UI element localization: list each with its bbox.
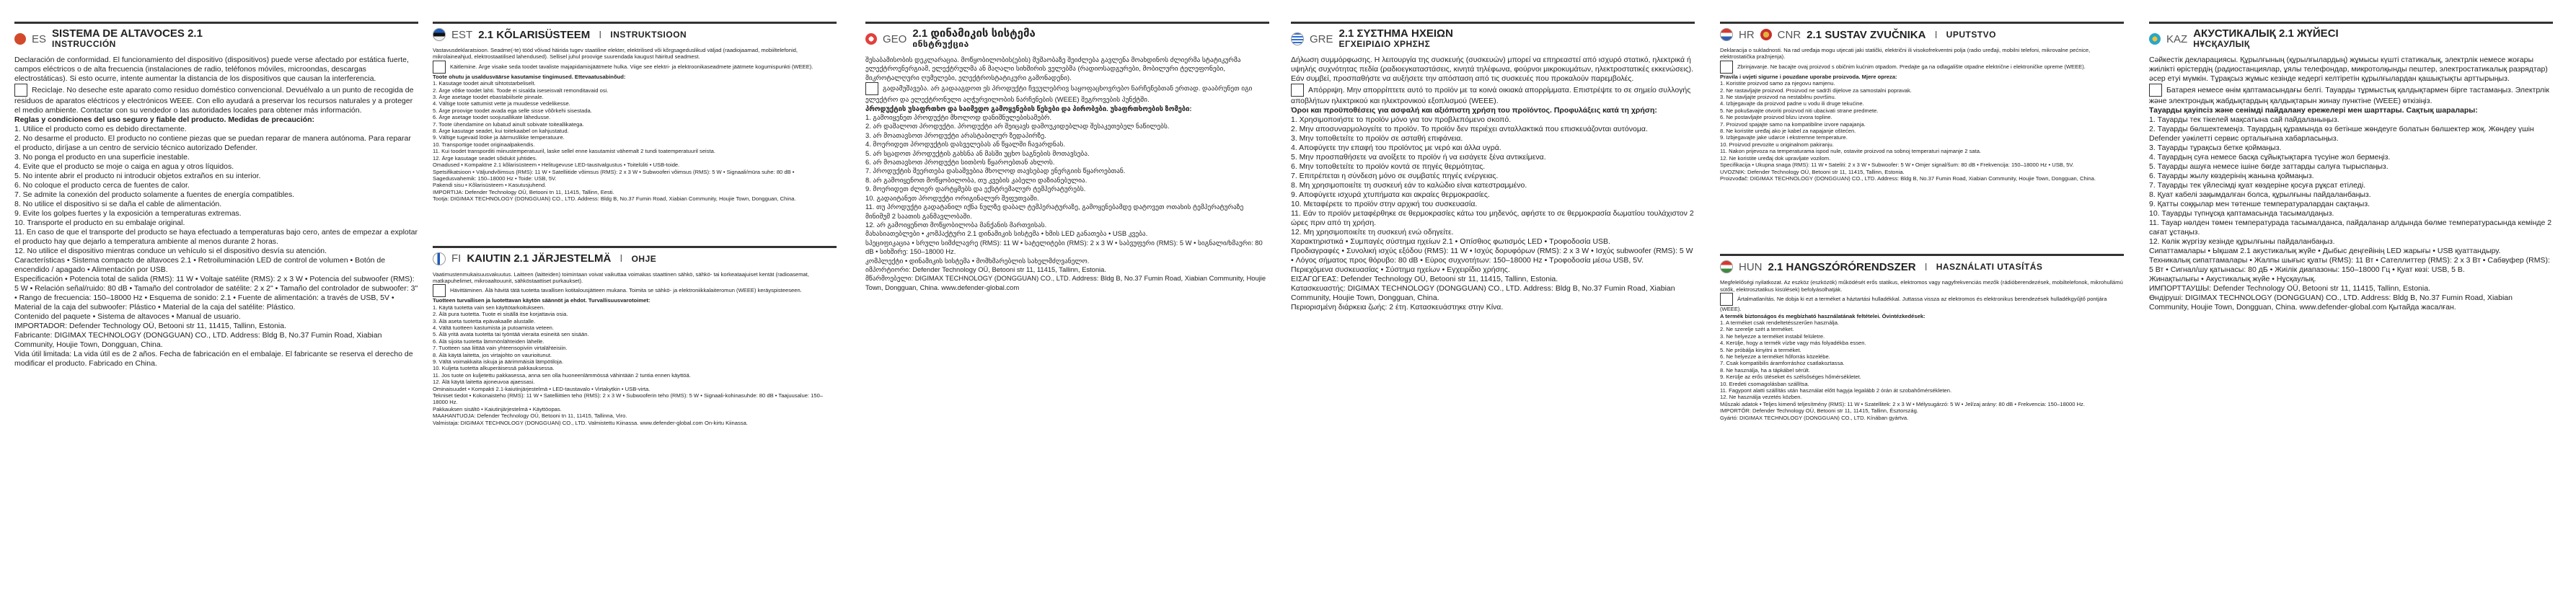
paragraph: IMPORTIJA: Defender Technology OÜ, Betooni tn 11, 11415, Tallinn, Eesti. <box>433 188 614 195</box>
section-header <box>2149 22 2553 50</box>
list-item: 6. Ne postavljajte proizvod blizu izvora topline. <box>1720 114 1832 121</box>
section-body <box>1720 47 2124 182</box>
paragraph: ΕΙΣΑΓΩΓΕΑΣ: Defender Technology OÜ, Betooni str 11, 11415, Tallinn, Estonia. <box>1291 275 1558 283</box>
list-item: 8. Ne használja, ha a tápkábel sérült. <box>1720 366 1810 374</box>
paragraph: Reciclaje. No deseche este aparato como residuo doméstico convencional. Devuélvalo a un punto de recogida de residuos de aparatos eléctricos y electrónicos WEEE. Con ello ayudará a preservar los recursos naturales y a proteger el medio ambiente. Contactar con su vendedor o las autoridades locales para obtener más información. <box>14 84 418 115</box>
paragraph: Περιεχόμενα συσκευασίας • Σύστημα ηχείων • Εγχειρίδιο χρήσης. <box>1291 265 1510 274</box>
section-title: KAIUTIN 2.1 JÄRJESTELMÄ <box>467 252 612 265</box>
weee-bin-icon <box>433 284 446 297</box>
list-item: 1. A terméket csak rendeltetésszerűen használja. <box>1720 319 1840 326</box>
language-code: KAZ <box>2166 32 2188 45</box>
paragraph: Műszaki adatok • Teljes kimenő teljesítmény (RMS): 11 W • Szatellitek: 2 x 3 W • Mélysugárzó: 5 W • Jel/zaj arány: 80 dB • Frekvencia: 150–18000 Hz. <box>1720 400 2085 407</box>
list-item: 11. Εάν το προϊόν μεταφέρθηκε σε θερμοκρασίες κάτω του μηδενός, αφήστε το σε θερμοκρασία δωματίου τουλάχιστον 2 ώρες πριν από τη χρήση. <box>1291 209 1694 227</box>
paragraph: ИМПОРТТАУШЫ: Defender Technology OÜ, Betooni str 11, 11415, Tallinn, Estonia. <box>2149 284 2430 293</box>
list-item: 5. Ne pokušavajte otvoriti proizvod niti ubacivati strane predmete. <box>1720 107 1879 114</box>
weee-bin-icon <box>2149 84 2162 97</box>
section-title: 2.1 დინამიკის სისტემა <box>912 27 1036 40</box>
section-body <box>1291 56 1695 312</box>
list-item: 2. Μην αποσυναρμολογείτε το προϊόν. Το προϊόν δεν περιέχει ανταλλακτικά που επισκευάζονται αυτόνομα. <box>1291 125 1648 133</box>
list-item: 12. No utilice el dispositivo mientras conduce un vehículo si el dispositivo desvía su atención. <box>14 247 327 255</box>
section-est <box>433 22 837 426</box>
list-item: 4. Vältä tuotteen kastumista ja putoamista veteen. <box>433 324 555 331</box>
language-code: HUN <box>1739 260 1763 273</box>
paragraph: კომპლექტი • დინამიკის სისტემა • მომხმარებლის სახელმძღვანელო. <box>865 256 1090 265</box>
paragraph: Valmistaja: DIGIMAX TECHNOLOGY (DONGGUAN) CO., LTD. Valmistettu Kiinassa. www.defender-global.com On-kirtu Kiinassa. <box>433 419 748 426</box>
paragraph: პროდუქტის უსაფრთხო და საიმედო გამოყენების წესები და პირობები. უსაფრთხოების ზომები: <box>865 104 1192 112</box>
paragraph: Απόρριψη. Μην απορρίπτετε αυτό το προϊόν με τα κοινά οικιακά απορρίμματα. Επιστρέψτε το σε σημείο συλλογής αποβλήτων ηλεκτρικού και ηλεκτρονικού εξοπλισμού (WEEE). <box>1291 84 1695 106</box>
list-item: 8. Ärge kasutage seadet, kui toitekaabel on kahjustatud. <box>433 128 569 135</box>
list-item: 5. Μην προσπαθήσετε να ανοίξετε το προϊόν ή να εισάγετε ξένα αντικείμενα. <box>1291 153 1546 162</box>
paragraph: Προδιαγραφές • Συνολική ισχύς εξόδου (RMS): 11 W • Ισχύς δορυφόρων (RMS): 2 x 3 W • Ισχύς subwoofer (RMS): 5 W • Λόγος σήματος προς θόρυβο: 80 dB • Εύρος συχνοτήτων: 150–18000 Hz • Τροφοδοσία μέσω USB, 5V. <box>1291 247 1693 265</box>
weee-bin-icon <box>14 84 27 97</box>
list-item: 8. Μη χρησιμοποιείτε τη συσκευή εάν το καλώδιο είναι κατεστραμμένο. <box>1291 181 1527 190</box>
paragraph: Tekniset tiedot • Kokonaisteho (RMS): 11 W • Satelliittien teho (RMS): 2 x 3 W • Subwooferin teho (RMS): 5 W • Signaali-kohinasuhde: 80 dB • Taajuusalue: 150–18000 Hz. <box>433 392 824 406</box>
paragraph: MAAHANTUOJA: Defender Technology OÜ, Betooni tn 11, 11415, Tallinna, Viro. <box>433 412 627 420</box>
section-geo <box>865 22 1269 292</box>
paragraph: Gyártó: DIGIMAX TECHNOLOGY (DONGGUAN) CO., LTD. Kínában gyártva. <box>1720 414 1909 421</box>
kazakhstan-flag-icon <box>2149 33 2161 45</box>
list-item: 12. Ärge kasutage seadet sõidukit juhtides. <box>433 154 537 162</box>
paragraph: Toote ohutu ja usaldusväärse kasutamise tingimused. Ettevaatusabinõud: <box>433 73 626 80</box>
section-subtitle: UPUTSTVO <box>1946 30 1996 40</box>
list-item: 3. Älä aseta tuotetta epävakaalle alustalle. <box>433 317 536 324</box>
paragraph: Περιορισμένη διάρκεια ζωής: 2 έτη. Κατασκευάστηκε στην Κίνα. <box>1291 303 1504 312</box>
weee-bin-icon <box>865 82 878 95</box>
list-item: 1. Тауарды тек тікелей мақсатына сай пайдаланыңыз. <box>2149 115 2339 124</box>
section-header <box>1291 22 1695 50</box>
paragraph: Сипаттамалары • Ықшам 2.1 акустикалық жүйе • Дыбыс деңгейінің LED жарығы • USB қуаттандыру. <box>2149 247 2501 255</box>
georgia-flag-icon <box>865 33 877 45</box>
language-code: ES <box>32 32 47 45</box>
list-item: 6. Älä sijoita tuotetta lämmönlähteiden lähelle. <box>433 337 544 345</box>
list-item: 10. გადაიტანეთ პროდუქტი ორიგინალურ შეფუთვაში. <box>865 193 1039 202</box>
section-hr <box>1720 22 2124 421</box>
weee-bin-icon <box>1720 61 1733 74</box>
estonia-flag-icon <box>433 28 446 41</box>
list-item: 3. არ მოათავსოთ პროდუქტი არასტაბილურ ზედაპირზე. <box>865 131 1046 139</box>
language-code: HR <box>1739 28 1755 41</box>
finland-flag-icon <box>433 252 446 265</box>
paragraph: Reglas y condiciones del uso seguro y fiable del producto. Medidas de precaución: <box>14 115 315 124</box>
list-item: 9. Αποφύγετε ισχυρά χτυπήματα και ακραίες θερμοκρασίες. <box>1291 190 1490 199</box>
section-subtitle: ΕΓΧΕΙΡΙΔΙΟ ΧΡΗΣΗΣ <box>1338 39 1431 49</box>
paragraph: Hävittäminen. Älä hävitä tätä tuotetta tavallisen kotitalousjätteen mukana. Toimita se sähkö- ja elektroniikkalaiteromun (WEEE) keräyspisteeseen. <box>433 284 837 297</box>
paragraph: Χαρακτηριστικά • Συμπαγές σύστημα ηχείων 2.1 • Οπίσθιος φωτισμός LED • Τροφοδοσία USB. <box>1291 237 1610 246</box>
list-item: 1. Koristite proizvod samo za njegovu namjenu. <box>1720 80 1835 87</box>
list-item: 6. No coloque el producto cerca de fuentes de calor. <box>14 181 190 190</box>
weee-bin-icon <box>1291 84 1304 97</box>
list-item: 3. Ne helyezze a terméket instabil felületre. <box>1720 332 1825 340</box>
paragraph: Proizvođač: DIGIMAX TECHNOLOGY (DONGGUAN) CO., LTD. Address: Bldg B, No.37 Fumin Road, Xiabian Community, Houjie Town, Dongguan, China. <box>1720 175 2096 182</box>
list-item: 8. Ne koristite uređaj ako je kabel za napajanje oštećen. <box>1720 128 1856 135</box>
list-item: 1. Käytä tuotetta vain sen käyttötarkoitukseen. <box>433 304 545 311</box>
language-code: EST <box>451 28 473 41</box>
list-item: 4. Тауардың суға немесе басқа сұйықтықтарға түсуіне жол бермеңіз. <box>2149 153 2391 162</box>
paragraph: მწარმოებელი: DIGIMAX TECHNOLOGY (DONGGUAN) CO., LTD. Address: Bldg B, No.37 Fumin Road, Xiabian Community, Houjie Town, Dongguan, China. www.defender-global.com <box>865 274 1266 291</box>
paragraph: A termék biztonságos és megbízható használatának feltételei. Óvintézkedések: <box>1720 312 1926 319</box>
paragraph: Pravila i uvjeti sigurne i pouzdane uporabe proizvoda. Mjere opreza: <box>1720 73 1897 80</box>
language-code: FI <box>451 252 462 265</box>
list-item: 7. Se admite la conexión del producto solamente a fuentes de energía compatibles. <box>14 190 295 199</box>
list-item: 5. No intente abrir el producto ni introducir objetos extraños en su interior. <box>14 172 261 180</box>
list-item: 6. Ne helyezze a terméket hőforrás közelébe. <box>1720 353 1830 360</box>
paragraph: Vida útil limitada: La vida útil es de 2 años. Fecha de fabricación en el embalaje. El fabricante se reserva el derecho de modificar el producto. Fabricado en China. <box>14 350 413 368</box>
paragraph: Vastavusdeklaratsioon. Seadme(-te) tööd võivad häirida tugev staatiline elekter, elektrilised või kõrgsageduslikud väljad (raadiojaamad, mobiiltelefonid, mikrolaineahjud, elektrostaatilised lahendused). Sellisel juhul proovige suurendada kaugust häiritud seadmest. <box>433 47 798 61</box>
list-item: 7. Proizvod spajajte samo na kompatibilne izvore napajanja. <box>1720 120 1866 128</box>
list-item: 3. Тауарды тұрақсыз бетке қоймаңыз. <box>2149 143 2282 152</box>
paragraph: Όροι και προϋποθέσεις για ασφαλή και αξιόπιστη χρήση του προϊόντος. Προφυλάξεις κατά τη χρήση: <box>1291 106 1657 115</box>
list-item: 4. Kerülje, hogy a termék vízbe vagy más folyadékba essen. <box>1720 340 1866 347</box>
list-item: 11. En caso de que el transporte del producto se haya efectuado a temperaturas bajo cero, antes de empezar a explotar el producto hay que dejarlo a temperatura ambiente al menos durante 2 horas. <box>14 228 418 246</box>
list-item: 9. Vältige tugevaid lööke ja äärmuslikke temperatuure. <box>433 134 565 141</box>
paragraph: Pakendi sisu • Kõlarisüsteem • Kasutusjuhend. <box>433 182 547 189</box>
list-item: 7. Csak kompatibilis áramforráshoz csatlakoztassa. <box>1720 360 1845 367</box>
list-item: 12. Ne használja vezetés közben. <box>1720 394 1802 401</box>
list-item: 1. გამოიყენეთ პროდუქტი მხოლოდ დანიშნულებისამებრ. <box>865 113 1051 122</box>
list-item: 10. Μεταφέρετε το προϊόν στην αρχική του συσκευασία. <box>1291 200 1478 208</box>
list-item: 6. Μην τοποθετείτε το προϊόν κοντά σε πηγές θερμότητας. <box>1291 162 1486 171</box>
list-item: 1. Kasutage toodet ainult sihtotstarbeliselt. <box>433 80 536 87</box>
croatia-flag-icon <box>1720 28 1733 41</box>
list-item: 5. Тауарды ашуға немесе ішіне бөгде заттарды салуға тырыспаңыз. <box>2149 162 2388 171</box>
paragraph: Declaración de conformidad. El funcionamiento del dispositivo (dispositivos) puede verse afectado por estática fuerte, campos eléctricos o de alta frecuencia (instalaciones de radio, teléfonos móviles, microondas, descargas electrostáticas). Si esto ocurre, intente aumentar la distancia de los dispositivos que causan la interferencia. <box>14 56 409 83</box>
section-body <box>433 47 837 203</box>
list-item: 7. პროდუქტის შეერთება დასაშვებია მხოლოდ თავსებად ენერგიის წყაროებთან. <box>865 167 1126 175</box>
paragraph: Ominaisuudet • Kompakti 2.1-kaiutinjärjestelmä • LED-taustavalo • Virtakytkin • USB-virta. <box>433 385 650 392</box>
list-item: 11. Kui toodet transporditi miinustemperatuuril, laske sellel enne kasutamist vähemalt 2 tundi toatemperatuuril seista. <box>433 148 715 155</box>
list-item: 10. Proizvod prevozite u originalnom pakiranju. <box>1720 141 1834 148</box>
list-item: 1. Utilice el producto como es debido directamente. <box>14 125 187 133</box>
paragraph: Сәйкестік декларациясы. Құрылғының (құрылғылардың) жұмысы күшті статикалық, электрлік немесе жоғары жиілікті өрістердің (радиостанциялар, ұялы телефондар, микротолқынды пештер, электростатикалық разрядтар) әсер етуі мүмкін. Тұрақсыз жұмыс кезінде кедергі келтіретін құрылғылардан қашықтықты арттырыңыз. <box>2149 56 2548 83</box>
list-item: 2. Älä pura tuotetta. Tuote ei sisällä itse korjattavia osia. <box>433 311 568 318</box>
list-item: 8. Älä käytä laitetta, jos virtajohto on vaurioitunut. <box>433 351 552 358</box>
paragraph: Fabricante: DIGIMAX TECHNOLOGY (DONGGUAN) CO., LTD. Address: Bldg B, No.37 Fumin Road, Xiabian Community, Houjie Town, Dongguan, China. <box>14 331 382 349</box>
list-item: 11. Fagypont alatti szállítás után használat előtt hagyja legalább 2 órán át szobahőmérsékleten. <box>1720 387 1952 394</box>
section-title: 2.1 ΣΥΣΤΗΜΑ ΗΧΕΙΩΝ <box>1338 27 1453 40</box>
paragraph: Zbrinjavanje. Ne bacajte ovaj proizvod s običnim kućnim otpadom. Predajte ga na odlagalište otpadne električne i elektroničke opreme (WEEE). <box>1720 61 2124 74</box>
list-item: 12. Ne koristite uređaj dok upravljate vozilom. <box>1720 154 1831 162</box>
subsection-header: FI KAIUTIN 2.1 JÄRJESTELMÄ I OHJE <box>433 246 837 265</box>
section-title: 2.1 KÕLARISÜSTEEM <box>478 28 591 41</box>
list-item: 2. არ დაშალოთ პროდუქტი. პროდუქტი არ შეიცავს დამოუკიდებლად შესაკეთებელ ნაწილებს. <box>865 122 1170 131</box>
list-item: 4. Evite que el producto se moje o caiga en agua y otros líquidos. <box>14 162 234 171</box>
list-item: 3. No ponga el producto en una superficie inestable. <box>14 153 190 162</box>
list-item: 9. Kerülje az erős ütéseket és szélsőséges hőmérsékletet. <box>1720 374 1861 381</box>
list-item: 11. Nakon prijevoza na temperaturama ispod nule, ostavite proizvod na sobnoj temperaturi najmanje 2 sata. <box>1720 148 1982 155</box>
section-gre <box>1291 22 1695 312</box>
paragraph: Especificación • Potencia total de salida (RMS): 11 W • Voltaje satélite (RMS): 2 x 3 W • Potencia del subwoofer (RMS): 5 W • Relación señal/ruido: 80 dB • Tamaño del controlador de satélite: 2 x 2" • Tamaño del controlador de subwoofer: 3" • Rango de frecuencia: 150–18000 Hz • Esquema de sonido: 2.1 • Fuente de alimentación: a través de USB, 5V • Material de la caja del subwoofer: Plástico • Material de la caja del satélite: Plástico. <box>14 275 418 312</box>
list-item: 7. Toote ühendamine on lubatud ainult sobivate toiteallikatega. <box>433 120 584 128</box>
list-item: 2. Ne szerelje szét a terméket. <box>1720 326 1794 333</box>
section-header <box>14 22 418 50</box>
list-item: 2. Ärge võtke toodet lahti. Toode ei sisalda iseseisvalt remonditavaid osi. <box>433 87 609 94</box>
paragraph: სპეციფიკაცია • სრული სიმძლავრე (RMS): 11 W • სატელიტები (RMS): 2 x 3 W • საბვუფერი (RMS): 5 W • სიგნალი/ხმაური: 80 dB • სიხშირე: 150–18000 Hz. <box>865 238 1263 256</box>
section-subtitle: HASZNÁLATI UTASÍTÁS <box>1936 262 2043 273</box>
paragraph: Käitlemine. Ärge visake seda toodet tavaliste majapidamisjäätmete hulka. Viige see elektri- ja elektroonikaseadmete jäätmete kogumispunkti (WEEE). <box>433 61 837 74</box>
list-item: 12. Älä käytä laitetta ajoneuvoa ajaessasi. <box>433 379 535 386</box>
paragraph: გადამუშავება. არ გადააგდოთ ეს პროდუქტი ჩვეულებრივ საყოფაცხოვრებო ნარჩენებთან ერთად. დააბრუნეთ იგი ელექტრო და ელექტრონული აღჭურვილობის ნარჩენების (WEEE) შეგროვების პუნქტში. <box>865 82 1269 104</box>
paragraph: IMPORTŐR: Defender Technology OÜ, Betooni str 11, 11415, Tallinn, Észtország. <box>1720 407 1918 415</box>
list-item: 6. არ მოათავსოთ პროდუქტი სითბოს წყაროებთან ახლოს. <box>865 158 1055 167</box>
list-item: 9. Vältä voimakkaita iskuja ja äärimmäisiä lämpötiloja. <box>433 358 564 365</box>
section-es <box>14 22 418 368</box>
paragraph: Tuotteen turvallisen ja luotettavan käytön säännöt ja ehdot. Turvallisuusvarotoimet: <box>433 297 650 304</box>
list-item: 4. მოერიდეთ პროდუქტის დასველებას ან წყალში ჩავარდნას. <box>865 140 1066 149</box>
paragraph: IMPORTADOR: Defender Technology OÜ, Betooni str 11, 11415, Tallinn, Estonia. <box>14 322 287 330</box>
list-item: 4. Izbjegavajte da proizvod padne u vodu ili druge tekućine. <box>1720 100 1864 107</box>
section-body <box>14 56 418 368</box>
paragraph: Батарея немесе өнім қаптамасындағы белгі. Тауарды тұрмыстық қалдықтармен бірге тастамаңыз. Электрлік және электрондық жабдықтардың қалдықтарын жинау пунктіне (WEEE) өткізіңіз. <box>2149 84 2553 106</box>
paragraph: Жинақтылығы • Акустикалық жүйе • Нұсқаулық. <box>2149 275 2316 283</box>
section-title: АКУСТИКАЛЫҚ 2.1 ЖҮЙЕСІ <box>2193 27 2339 40</box>
list-item: 5. Ärge proovige toodet avada ega selle sisse võõrkehi sisestada. <box>433 107 592 114</box>
list-item: 10. Kuljeta tuotetta alkuperäisessä pakkauksessa. <box>433 365 555 372</box>
list-item: 11. თუ პროდუქტი გადატანილ იქნა ნულზე დაბალ ტემპერატურაზე, გამოყენებამდე დატოვეთ ოთახის ტემპერატურაზე მინიმუმ 2 საათის განმავლობაში. <box>865 203 1244 220</box>
list-item: 5. Ne próbálja kinyitni a terméket. <box>1720 346 1801 353</box>
paragraph: Техникалық сипаттамалары • Жалпы шығыс қуаты (RMS): 11 Вт • Сателлиттер (RMS): 2 x 3 Вт • Сабвуфер (RMS): 5 Вт • Сигнал/шу қатынасы: 80 дБ • Жиілік диапазоны: 150–18000 Гц • Қуат көзі: USB, 5 В. <box>2149 256 2550 274</box>
list-item: 2. No desarme el producto. El producto no contiene piezas que se puedan reparar de manera autónoma. Para reparar el producto, diríjase a un centro de servicio técnico autorizado Defender. <box>14 134 411 152</box>
list-item: 6. Тауарды жылу көздерінің жанына қоймаңыз. <box>2149 172 2314 180</box>
section-body <box>865 56 1269 292</box>
section-subtitle: OHJE <box>631 253 657 264</box>
montenegro-flag-icon <box>1760 29 1772 40</box>
list-item: 8. არ გამოიყენოთ მოწყობილობა, თუ კვების კაბელი დაზიანებულია. <box>865 175 1088 184</box>
section-title: 2.1 HANGSZÓRÓRENDSZER <box>1768 260 1916 273</box>
paragraph: Vaatimustenmukaisuusvakuutus. Laitteen (laitteiden) toimintaan voivat vaikuttaa voimakas staattinen sähkö, sähkö- tai korkeataajuiset kentät (radioasemat, matkapuhelimet, mikroaaltouunit, sähköstaattiset purkaukset). <box>433 270 809 284</box>
list-item: 8. Қуат кабелі зақымдалған болса, құрылғыны пайдаланбаңыз. <box>2149 190 2371 199</box>
paragraph: Spetsifikatsioon • Väljundvõimsus (RMS): 11 W • Satelliitide võimsus (RMS): 2 x 3 W • Subwooferi võimsus (RMS): 5 W • Signaali/müra suhe: 80 dB • Sagedusvahemik: 150–18000 Hz • Toide: USB, 5V. <box>433 168 795 182</box>
list-item: 12. არ გამოიყენოთ მოწყობილობა მანქანის მართვისას. <box>865 220 1047 229</box>
list-item: 10. Transportige toodet originaalpakendis. <box>433 141 535 148</box>
list-item: 3. Ärge asetage toodet ebastabiilsele pinnale. <box>433 94 544 101</box>
list-item: 5. Älä yritä avata tuotetta tai työntää vieraita esineitä sen sisään. <box>433 331 589 338</box>
list-item: 10. Eredeti csomagolásban szállítsa. <box>1720 380 1809 387</box>
list-item: 3. Μην τοποθετείτε το προϊόν σε ασταθή επιφάνεια. <box>1291 134 1463 143</box>
paragraph: Deklaracija o sukladnosti. Na rad uređaja mogu utjecati jaki statički, električni ili visokofrekventni polja (radio uređaji, mobilni telefoni, mikrovalne pećnice, elektrostatička pražnjenja). <box>1720 47 2091 61</box>
list-item: 7. Тауарды тек үйлесімді қуат көздеріне қосуға рұқсат етіледі. <box>2149 181 2366 190</box>
section-body <box>2149 56 2553 312</box>
list-item: 12. Көлік жүргізу кезінде құрылғыны пайдаланбаңыз. <box>2149 237 2335 246</box>
language-code-2: CNR <box>1777 28 1801 41</box>
section-header: HR CNR 2.1 SUSTAV ZVUČNIKA I UPUTSTVO <box>1720 22 2124 41</box>
section-subtitle: INSTRUCCIÓN <box>52 39 116 49</box>
weee-bin-icon <box>433 61 446 74</box>
paragraph: Omadused • Kompaktne 2.1 kõlarisüsteem • Helitugevuse LED-taustvalgustus • Toitelüliti • USB-toide. <box>433 162 680 169</box>
list-item: 7. Tuotteen saa liittää vain yhteensopiviin virtalähteisiin. <box>433 345 568 352</box>
list-item: 11. Jos tuote on kuljetettu pakkasessa, anna sen olla huoneenlämmössä vähintään 2 tuntia ennen käyttöä. <box>433 371 691 379</box>
section-header <box>865 22 1269 50</box>
language-code: GEO <box>883 32 907 45</box>
section-kaz <box>2149 22 2553 312</box>
list-item: 9. Evite los golpes fuertes y la exposición a temperaturas extremas. <box>14 209 242 218</box>
list-item: 7. Επιτρέπεται η σύνδεση μόνο σε συμβατές πηγές ενέργειας. <box>1291 172 1499 180</box>
list-item: 4. Vältige toote sattumist vette ja muudesse vedelikesse. <box>433 100 570 107</box>
paragraph: Tootja: DIGIMAX TECHNOLOGY (DONGGUAN) CO., LTD. Address: Bldg B, No.37 Fumin Road, Xiabian Community, Houjie Town, Dongguan, China. <box>433 195 796 203</box>
paragraph: შესაბამისობის დეკლარაცია. მოწყობილობის(ების) მუშაობაზე შეიძლება გავლენა მოახდინოს ძლიერმა სტატიკურმა ელექტროენერგიამ, ელექტრულმა ან მაღალი სიხშირის ველებმა (რადიოსადგურები, მობილური ტელეფონები, მიკროტალღური ღუმელები, ელექტროსტატიკური გამონადენი). <box>865 56 1241 81</box>
list-item: 2. Ne rastavljajte proizvod. Proizvod ne sadrži dijelove za samostalni popravak. <box>1720 87 1912 94</box>
list-item: 1. Χρησιμοποιήστε το προϊόν μόνο για τον προβλεπόμενο σκοπό. <box>1291 115 1512 124</box>
section-subtitle: НҰСҚАУЛЫҚ <box>2193 39 2250 49</box>
paragraph: Pakkauksen sisältö • Kaiutinjärjestelmä • Käyttöopas. <box>433 405 562 412</box>
language-code: GRE <box>1310 32 1333 45</box>
paragraph: Δήλωση συμμόρφωσης. Η λειτουργία της συσκευής (συσκευών) μπορεί να επηρεαστεί από ισχυρό στατικό, ηλεκτρικά ή υψηλής συχνότητας πεδία (ραδιοεγκαταστάσεις, κινητά τηλέφωνα, φούρνοι μικροκυμάτων, ηλεκτροστατικές εκκενώσεις). Εάν συμβεί, προσπαθήστε να αυξήσετε την απόσταση από τις συσκευές που προκαλούν παρεμβολές. <box>1291 56 1694 83</box>
weee-bin-icon <box>1720 293 1733 306</box>
list-item: 8. No utilice el dispositivo si se daña el cable de alimentación. <box>14 200 222 208</box>
paragraph: მახასიათებლები • კომპაქტური 2.1 დინამიკის სისტემა • ხმის LED განათება • USB კვება. <box>865 229 1148 238</box>
paragraph: Contenido del paquete • Sistema de altavoces • Manual de usuario. <box>14 312 241 321</box>
paragraph: Megfelelőségi nyilatkozat. Az eszköz (eszközök) működését erős statikus, elektromos vagy nagyfrekvenciás mezők (rádióberendezések, mobiltelefonok, mikrohullámú sütők, elektrosztatikus kisülések) befolyásolhatják. <box>1720 279 2123 293</box>
paragraph: Тауарды қауіпсіз және сенімді пайдалану ережелері мен шарттары. Сақтық шаралары: <box>2149 106 2478 115</box>
section-title: 2.1 SUSTAV ZVUČNIKA <box>1807 28 1926 41</box>
paragraph: Características • Sistema compacto de altavoces 2.1 • Retroiluminación LED de control de volumen • Botón de encendido / apagado • Alimentación por USB. <box>14 256 386 274</box>
list-item: 9. Izbjegavajte jake udarce i ekstremne temperature. <box>1720 134 1848 141</box>
list-item: 2. Тауарды бөлшектемеңіз. Тауардың құрамында өз бетінше жөндеуге болатын бөлшектер жоқ. Жөндеу үшін Defender уәкілетті сервис орталығына хабарласыңыз. <box>2149 125 2534 143</box>
list-item: 9. მოერიდეთ ძლიერ დარტყმებს და ექსტრემალურ ტემპერატურებს. <box>865 185 1086 193</box>
paragraph: Κατασκευαστής: DIGIMAX TECHNOLOGY (DONGGUAN) CO., LTD. Address: Bldg B, No.37 Fumin Road, Xiabian Community, Houjie Town, Dongguan, China. <box>1291 284 1675 302</box>
list-item: 9. Қатты соққылар мен төтенше температуралардан сақтаңыз. <box>2149 200 2370 208</box>
list-item: 6. Ärge asetage toodet soojusallikate lähedusse. <box>433 114 551 121</box>
section-subtitle: ინსტრუქცია <box>912 39 969 49</box>
paragraph: Өндіруші: DIGIMAX TECHNOLOGY (DONGGUAN) CO., LTD. Address: Bldg B, No.37 Fumin Road, Xiabian Community, Houjie Town, Dongguan, China. www.defender-global.com Қытайда жасалған. <box>2149 293 2513 312</box>
section-header: EST 2.1 KÕLARISÜSTEEM I INSTRUKTSIOON <box>433 22 837 41</box>
section-subtitle: INSTRUKTSIOON <box>610 30 687 40</box>
list-item: 5. არ სცადოთ პროდუქტის გახსნა ან მასში უცხო საგნების მოთავსება. <box>865 149 1090 157</box>
paragraph: Ártalmatlanítás. Ne dobja ki ezt a terméket a háztartási hulladékkal. Juttassa vissza az elektromos és elektronikus berendezések hulladékgyűjtő pontjára (WEEE). <box>1720 293 2124 312</box>
subsection-header: HUN 2.1 HANGSZÓRÓRENDSZER I HASZNÁLATI UTASÍTÁS <box>1720 254 2124 273</box>
subsection-body <box>1720 279 2124 421</box>
list-item: 4. Αποφύγετε την επαφή του προϊόντος με νερό και άλλα υγρά. <box>1291 143 1501 152</box>
paragraph: იმპორტიორი: Defender Technology OÜ, Betooni str 11, 11415, Tallinn, Estonia. <box>865 265 1106 273</box>
list-item: 3. Ne stavljajte proizvod na nestabilnu površinu. <box>1720 94 1836 101</box>
spain-flag-icon <box>14 33 26 45</box>
greece-flag-icon <box>1291 32 1304 45</box>
paragraph: Specifikacija • Ukupna snaga (RMS): 11 W • Sateliti: 2 x 3 W • Subwoofer: 5 W • Omjer signal/šum: 80 dB • Frekvencija: 150–18000 Hz • USB, 5V. <box>1720 162 2074 169</box>
list-item: 12. Μη χρησιμοποιείτε τη συσκευή ενώ οδηγείτε. <box>1291 228 1454 237</box>
paragraph: UVOZNIK: Defender Technology OÜ, Betooni str 11, 11415, Tallinn, Estonia. <box>1720 168 1905 175</box>
subsection-body <box>433 271 837 427</box>
list-item: 11. Тауар нөлден төмен температурада тасымалданса, пайдаланар алдында бөлме температурасында кемінде 2 сағат ұстаңыз. <box>2149 218 2552 237</box>
list-item: 10. Тауарды түпнұсқа қаптамасында тасымалдаңыз. <box>2149 209 2334 218</box>
section-title: SISTEMA DE ALTAVOCES 2.1 <box>52 27 203 40</box>
hungary-flag-icon <box>1720 260 1733 273</box>
list-item: 10. Transporte el producto en su embalaje original. <box>14 218 185 227</box>
